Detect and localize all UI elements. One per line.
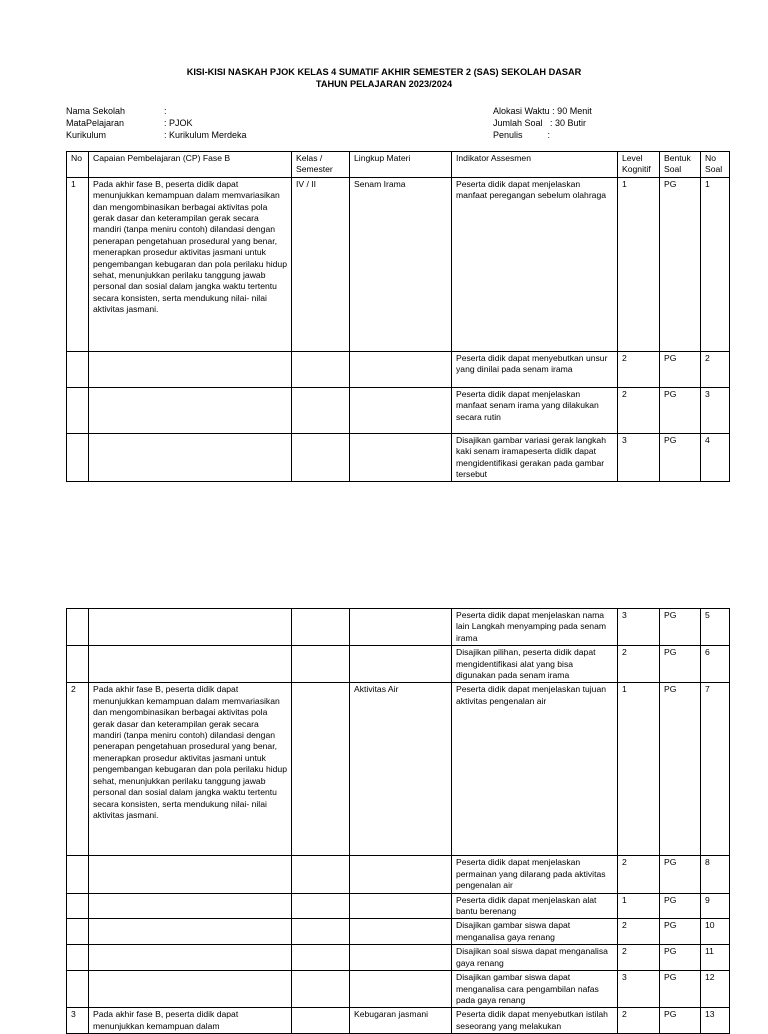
cell-kelas: IV / II	[292, 177, 350, 351]
kisi-kisi-table-page-2	[66, 608, 730, 1034]
cell-kelas	[292, 945, 350, 971]
cell-indikator: Peserta didik dapat menjelaskan alat bantu berenang	[452, 893, 618, 919]
cell-no: 1	[67, 177, 89, 351]
cell-nosoal: 7	[701, 683, 730, 856]
cell-nosoal: 5	[701, 609, 730, 646]
cell-no: 2	[67, 683, 89, 856]
cell-level: 2	[618, 387, 660, 433]
cell-lingkup: Kebugaran jasmani	[350, 1008, 452, 1034]
meta-row-kurikulum	[66, 129, 247, 141]
cell-no	[67, 856, 89, 893]
cell-level: 2	[618, 945, 660, 971]
cell-bentuk: PG	[660, 683, 701, 856]
cell-no	[67, 387, 89, 433]
cell-kelas	[292, 856, 350, 893]
cell-bentuk: PG	[660, 351, 701, 387]
cell-bentuk: PG	[660, 856, 701, 893]
cell-no	[67, 433, 89, 482]
cell-indikator: Peserta didik dapat menjelaskan permainan yang dilarang pada aktivitas pengenalan air	[452, 856, 618, 893]
cell-nosoal: 9	[701, 893, 730, 919]
cell-kelas	[292, 919, 350, 945]
cell-no	[67, 351, 89, 387]
cell-lingkup	[350, 856, 452, 893]
cell-indikator: Disajikan gambar siswa dapat menganalisa cara pengambilan nafas pada gaya renang	[452, 971, 618, 1008]
cell-indikator: Disajikan gambar variasi gerak langkah kaki senam iramapeserta didik dapat mengidentifikasi gerakan pada gambar tersebut	[452, 433, 618, 482]
cell-nosoal: 12	[701, 971, 730, 1008]
cell-no	[67, 971, 89, 1008]
cell-cp	[89, 646, 292, 683]
cell-level: 3	[618, 971, 660, 1008]
meta-label: Nama Sekolah	[66, 106, 126, 116]
cell-kelas	[292, 1008, 350, 1034]
cell-nosoal: 3	[701, 387, 730, 433]
cell-cp	[89, 893, 292, 919]
cell-lingkup	[350, 387, 452, 433]
meta-value: : PJOK	[164, 118, 193, 128]
cell-lingkup	[350, 945, 452, 971]
meta-right	[493, 105, 592, 141]
cell-bentuk: PG	[660, 893, 701, 919]
cell-cp	[89, 945, 292, 971]
cell-bentuk: PG	[660, 919, 701, 945]
cell-bentuk: PG	[660, 1008, 701, 1034]
col-header-no: No	[67, 152, 89, 178]
cell-indikator: Disajikan pilihan, peserta didik dapat mengidentifikasi alat yang bisa digunakan pada senam irama	[452, 646, 618, 683]
cell-cp	[89, 387, 292, 433]
meta-jumlah-soal: Jumlah Soal : 30 Butir	[493, 118, 587, 128]
document-title	[0, 66, 768, 90]
cell-indikator: Peserta didik dapat menjelaskan tujuan aktivitas pengenalan air	[452, 683, 618, 856]
cell-bentuk: PG	[660, 646, 701, 683]
cell-indikator: Disajikan soal siswa dapat menganalisa gaya renang	[452, 945, 618, 971]
cell-level: 2	[618, 919, 660, 945]
cell-cp: Pada akhir fase B, peserta didik dapat menunjukkan kemampuan dalam	[89, 1008, 292, 1034]
cell-lingkup	[350, 351, 452, 387]
cell-no	[67, 945, 89, 971]
cell-bentuk: PG	[660, 387, 701, 433]
cell-nosoal: 13	[701, 1008, 730, 1034]
cell-kelas	[292, 646, 350, 683]
title-line-1: KISI-KISI NASKAH PJOK KELAS 4 SUMATIF AKHIR SEMESTER 2 (SAS) SEKOLAH DASAR	[186, 67, 582, 77]
cell-level: 3	[618, 609, 660, 646]
table-row	[67, 919, 730, 945]
cell-kelas	[292, 683, 350, 856]
cell-cp	[89, 856, 292, 893]
table-row	[67, 387, 730, 433]
table-row	[67, 351, 730, 387]
col-header-indikator: Indikator Assesmen	[452, 152, 618, 178]
cell-lingkup	[350, 893, 452, 919]
cell-nosoal: 8	[701, 856, 730, 893]
cell-kelas	[292, 893, 350, 919]
meta-value: : Kurikulum Merdeka	[164, 130, 247, 140]
cell-nosoal: 11	[701, 945, 730, 971]
cell-no	[67, 646, 89, 683]
col-header-cp: Capaian Pembelajaran (CP) Fase B	[89, 152, 292, 178]
col-header-bentuk: Bentuk Soal	[660, 152, 701, 178]
table-row	[67, 945, 730, 971]
cell-lingkup	[350, 919, 452, 945]
cell-lingkup	[350, 646, 452, 683]
cell-bentuk: PG	[660, 945, 701, 971]
cell-nosoal: 1	[701, 177, 730, 351]
cell-level: 3	[618, 433, 660, 482]
cell-lingkup	[350, 971, 452, 1008]
col-header-lingkup: Lingkup Materi	[350, 152, 452, 178]
cell-cp	[89, 351, 292, 387]
cell-level: 2	[618, 856, 660, 893]
table-header-row	[67, 152, 730, 178]
table-row	[67, 1008, 730, 1034]
table-row	[67, 856, 730, 893]
col-header-level: Level Kognitif	[618, 152, 660, 178]
cell-cp	[89, 971, 292, 1008]
cell-nosoal: 10	[701, 919, 730, 945]
cell-cp	[89, 433, 292, 482]
cell-lingkup: Senam Irama	[350, 177, 452, 351]
cell-lingkup	[350, 433, 452, 482]
table-row	[67, 893, 730, 919]
meta-row-mata-pelajaran	[66, 117, 247, 129]
cell-indikator: Peserta didik dapat menjelaskan manfaat peregangan sebelum olahraga	[452, 177, 618, 351]
cell-kelas	[292, 387, 350, 433]
cell-kelas	[292, 351, 350, 387]
cell-indikator: Disajikan gambar siswa dapat menganalisa gaya renang	[452, 919, 618, 945]
table-row	[67, 646, 730, 683]
cell-level: 2	[618, 646, 660, 683]
cell-bentuk: PG	[660, 433, 701, 482]
cell-kelas	[292, 971, 350, 1008]
cell-cp	[89, 609, 292, 646]
cell-nosoal: 4	[701, 433, 730, 482]
meta-penulis: Penulis :	[493, 130, 551, 140]
table-row	[67, 177, 730, 351]
cell-bentuk: PG	[660, 609, 701, 646]
table-row	[67, 433, 730, 482]
cell-kelas	[292, 609, 350, 646]
cell-indikator: Peserta didik dapat menyebutkan unsur yang dinilai pada senam irama	[452, 351, 618, 387]
cell-lingkup: Aktivitas Air	[350, 683, 452, 856]
meta-label: Kurikulum	[66, 130, 107, 140]
cell-level: 2	[618, 351, 660, 387]
meta-label: MataPelajaran	[66, 118, 125, 128]
cell-nosoal: 6	[701, 646, 730, 683]
cell-cp: Pada akhir fase B, peserta didik dapat menunjukkan kemampuan dalam memvariasikan dan mengombinasikan berbagai aktivitas pola gerak dasar dan keterampilan gerak secara mandiri (tanpa meniru contoh) dilandasi dengan penerapan pengetahuan prosedural yang benar, menerapkan prosedur aktivitas jasmani untuk pengembangan kebugaran dan pola perilaku hidup sehat, menunjukkan perilaku tanggung jawab personal dan sosial dalam jangka waktu tertentu secara konsisten, serta mendukung nilai- nilai aktivitas jasmani.	[89, 683, 292, 856]
cell-no	[67, 919, 89, 945]
meta-left	[66, 105, 247, 141]
kisi-kisi-table-page-1	[66, 151, 730, 482]
cell-level: 1	[618, 683, 660, 856]
cell-indikator: Peserta didik dapat menjelaskan manfaat senam irama yang dilakukan secara rutin	[452, 387, 618, 433]
cell-bentuk: PG	[660, 971, 701, 1008]
meta-row-nama-sekolah	[66, 105, 247, 117]
meta-alokasi-waktu: Alokasi Waktu : 90 Menit	[493, 106, 592, 116]
col-header-kelas: Kelas / Semester	[292, 152, 350, 178]
title-line-2: TAHUN PELAJARAN 2023/2024	[315, 79, 453, 89]
cell-level: 1	[618, 893, 660, 919]
cell-level: 2	[618, 1008, 660, 1034]
table-row	[67, 683, 730, 856]
cell-nosoal: 2	[701, 351, 730, 387]
cell-lingkup	[350, 609, 452, 646]
cell-no	[67, 609, 89, 646]
meta-value: :	[164, 106, 167, 116]
cell-indikator: Peserta didik dapat menjelaskan nama lain Langkah menyamping pada senam irama	[452, 609, 618, 646]
cell-cp	[89, 919, 292, 945]
col-header-nosoal: No Soal	[701, 152, 730, 178]
cell-no	[67, 893, 89, 919]
cell-indikator: Peserta didik dapat menyebutkan istilah seseorang yang melakukan	[452, 1008, 618, 1034]
cell-level: 1	[618, 177, 660, 351]
cell-kelas	[292, 433, 350, 482]
table-row	[67, 971, 730, 1008]
cell-cp: Pada akhir fase B, peserta didik dapat menunjukkan kemampuan dalam memvariasikan dan mengombinasikan berbagai aktivitas pola gerak dasar dan keterampilan gerak secara mandiri (tanpa meniru contoh) dilandasi dengan penerapan pengetahuan prosedural yang benar, menerapkan prosedur aktivitas jasmani untuk pengembangan kebugaran dan pola perilaku hidup sehat, menunjukkan perilaku tanggung jawab personal dan sosial dalam jangka waktu tertentu secara konsisten, serta mendukung nilai- nilai aktivitas jasmani.	[89, 177, 292, 351]
table-row	[67, 609, 730, 646]
cell-no: 3	[67, 1008, 89, 1034]
cell-bentuk: PG	[660, 177, 701, 351]
